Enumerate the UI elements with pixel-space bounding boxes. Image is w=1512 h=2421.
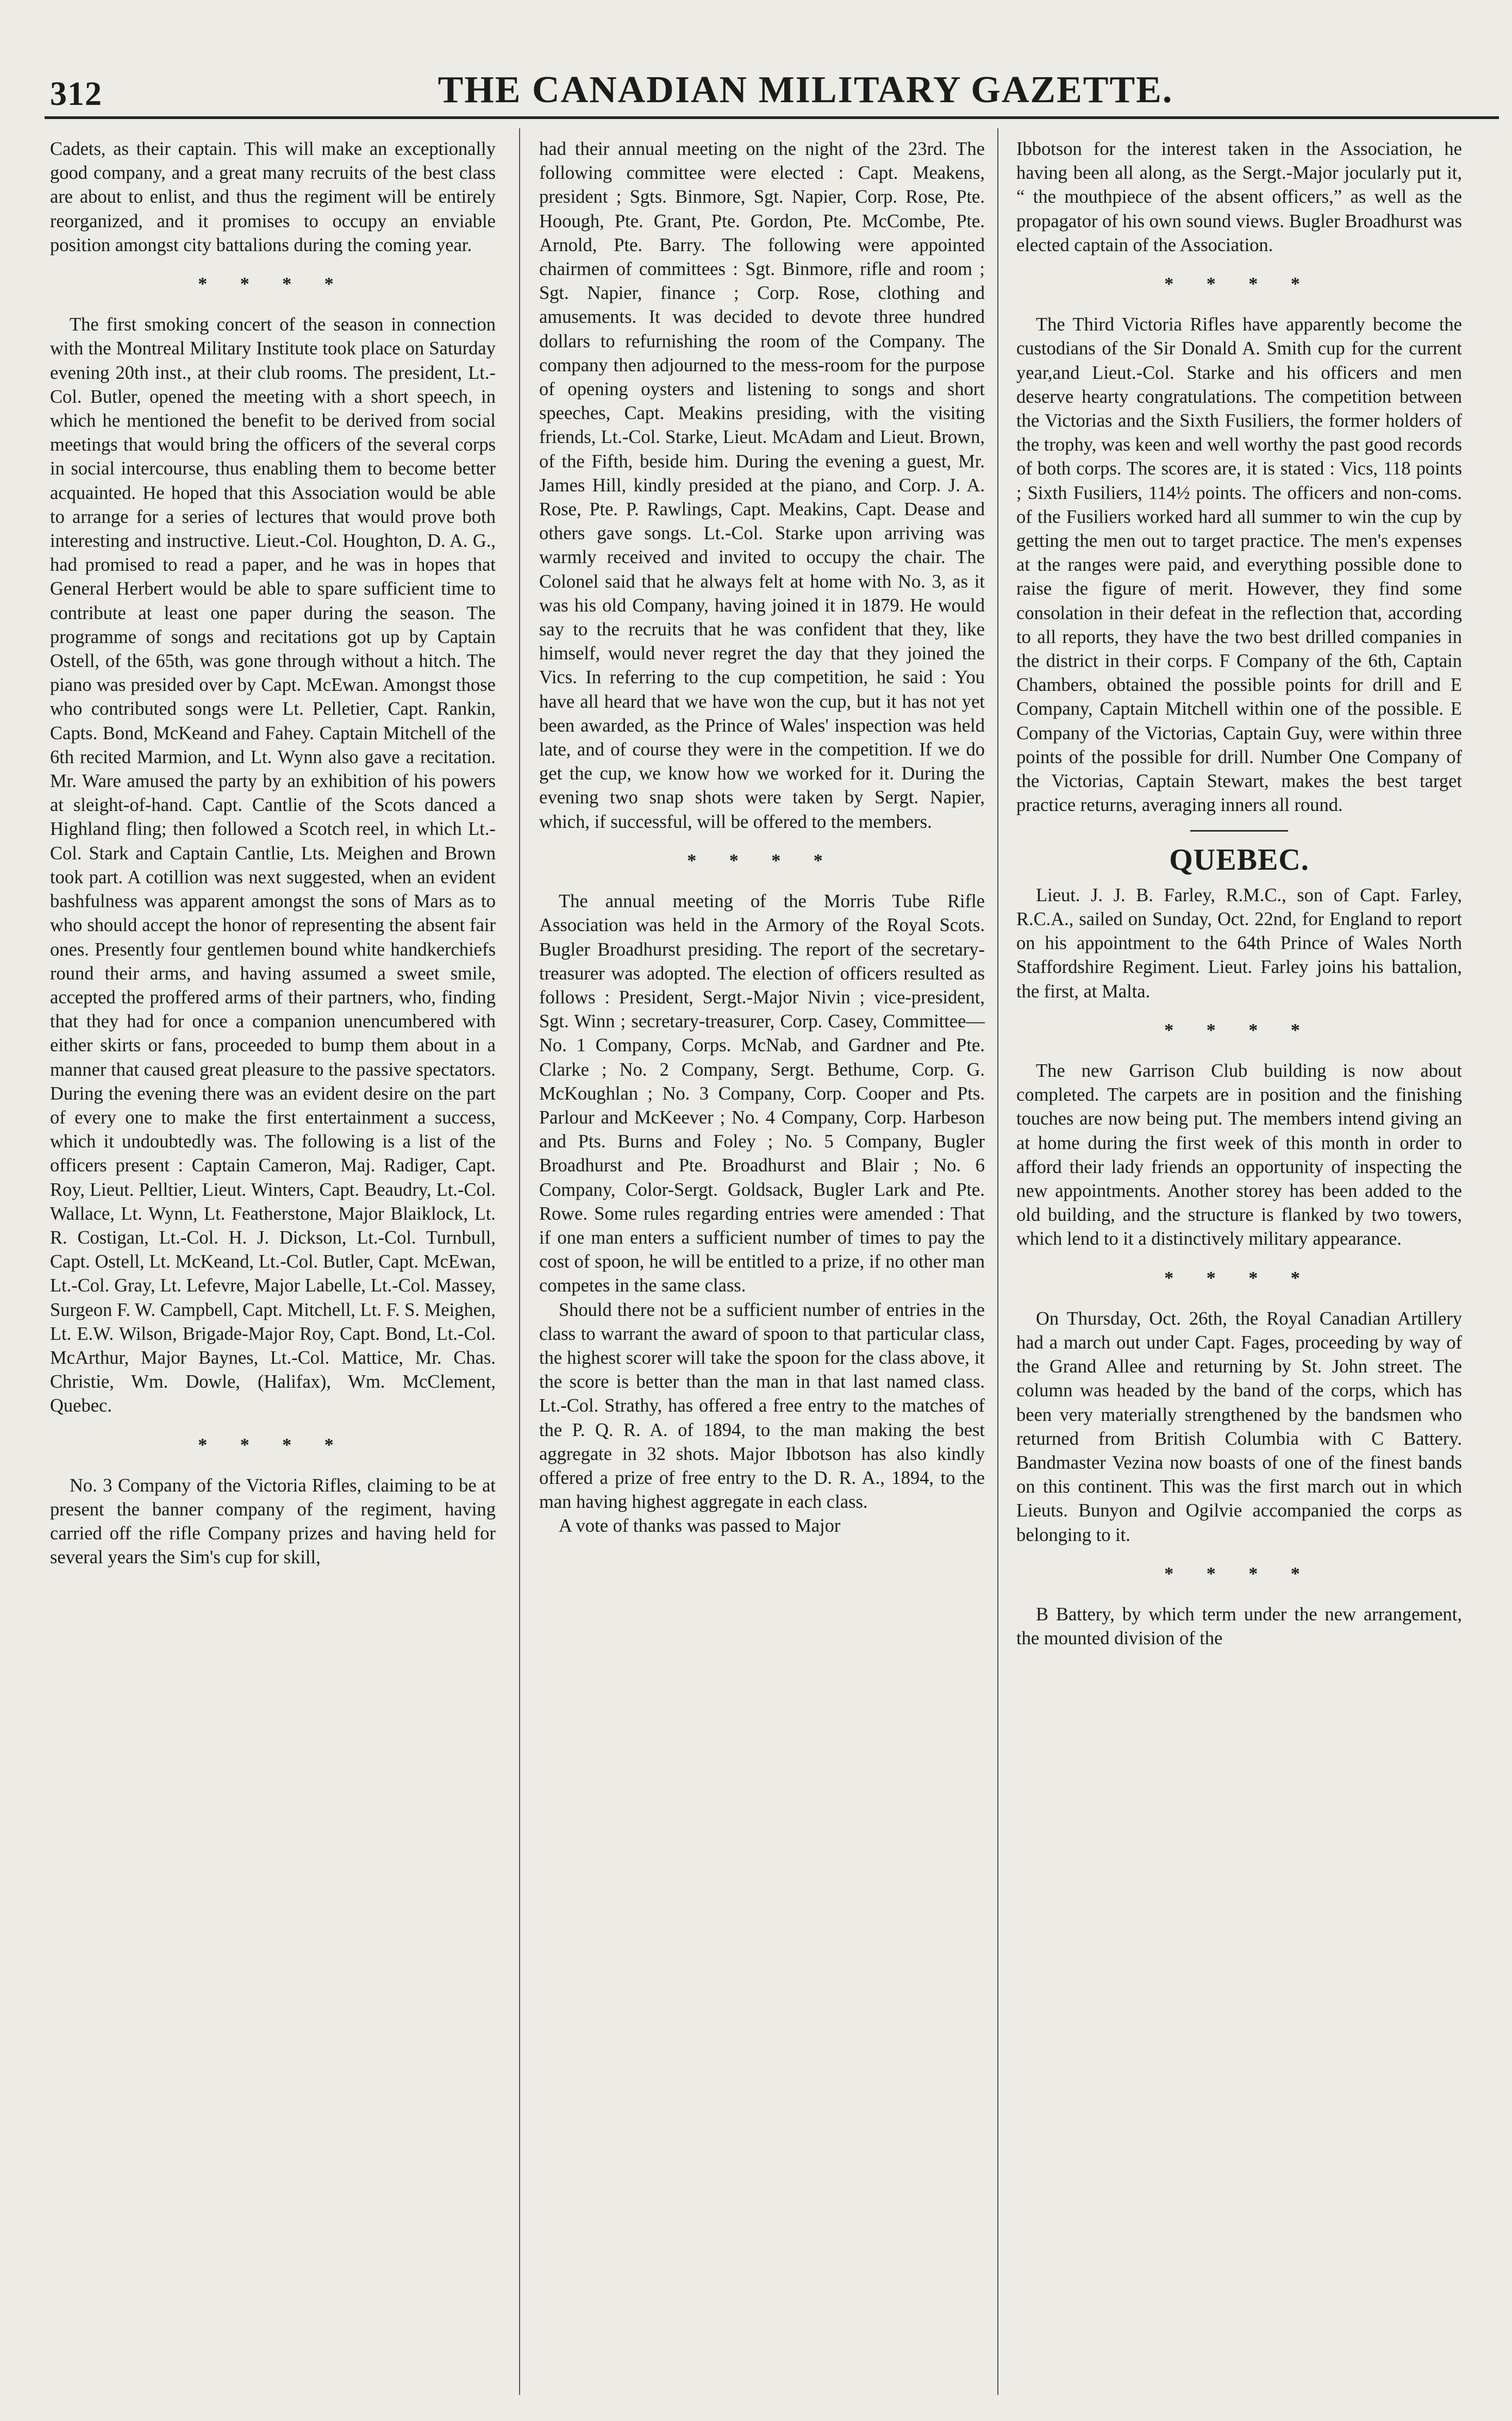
section-separator: * * * * bbox=[1164, 1563, 1314, 1584]
column-divider bbox=[997, 128, 998, 2395]
article-paragraph: The first smoking concert of the season in connection with the Montreal Military Institute took place on Saturday evening 20th inst., at their club rooms. The president, Lt.-Col. Butler, opened the meeting with a short speech, in which he mentioned the benefit to be derived from social meetings that would bring the officers of the several corps in social intercourse, thus enabling them to become better acquainted. He hoped that this Association would be able to arrange for a series of lectures that would prove both interesting and instructive. Lieut.-Col. Houghton, D. A. G., had promised to read a paper, and he was in hopes that General Herbert would be able to spare sufficient time to contribute at least one paper during the season. The programme of songs and recitations got up by Captain Ostell, of the 65th, was gone through without a hitch. The piano was presided over by Capt. McEwan. Amongst those who contributed songs were Lt. Pelletier, Capt. Rankin, Capts. Bond, McKeand and Fahey. Captain Mitchell of the 6th recited Marmion, and Lt. Wynn also gave a recitation. Mr. Ware amused the party by an exhibition of his powers at sleight-of-hand. Capt. Cantlie of the Scots danced a Highland fling; then followed a Scotch reel, in which Lt.-Col. Stark and Captain Cantlie, Lts. Meighen and Brown took part. A cotillion was next suggested, when an evident bashfulness was apparent amongst the sons of Mars as to who should accept the honor of representing the absent fair ones. Presently four gentlemen bound white handkerchiefs round their arms, and having assumed a sweet smile, accepted the proffered arms of their partners, who, finding that they had for once a companion unencumbered with either skirts or fans, proceeded to bump them about in a manner that caused great pleasure to the passive spectators. During the evening there was an evident desire on the part of every one to make the first entertainment a success, which it undoubtedly was. The following is a list of the officers present : Captain Cameron, Maj. Radiger, Capt. Roy, Lieut. Pelltier, Lieut. Winters, Capt. Beaudry, Lt.-Col. Wallace, Lt. Wynn, Lt. Featherstone, Major Blaiklock, Lt. R. Costigan, Lt.-Col. H. J. Dickson, Lt.-Col. Turnbull, Capt. Ostell, Lt. McKeand, Lt.-Col. Butler, Capt. McEwan, Lt.-Col. Gray, Lt. Lefevre, Major Labelle, Lt.-Col. Massey, Surgeon F. W. Campbell, Capt. Mitchell, Lt. F. S. Meighen, Lt. E.W. Wilson, Brigade-Major Roy, Capt. Bond, Lt.-Col. McArthur, Major Baynes, Lt.-Col. Mattice, Mr. Chas. Christie, Wm. Dowle, (Halifax), Wm. McClement, Quebec. bbox=[50, 314, 496, 1417]
column-1 bbox=[50, 137, 496, 1570]
section-separator: * * * * bbox=[1164, 1020, 1314, 1040]
article-paragraph: A vote of thanks was passed to Major bbox=[559, 1515, 841, 1537]
article-paragraph: The annual meeting of the Morris Tube Rifle Association was held in the Armory of the Royal Scots. Bugler Broadhurst presiding. The report of the secretary-treasurer was adopted. The election of officers resulted as follows : President, Sergt.-Major Nivin ; vice-president, Sgt. Winn ; secretary-treasurer, Corp. Casey, Committee—No. 1 Company, Corps. McNab, and Gardner and Pte. Clarke ; No. 2 Company, Sergt. Bethume, Corp. G. McKoughlan ; No. 3 Company, Corp. Cooper and Pts. Parlour and McKeever ; No. 4 Company, Corp. Harbeson and Pts. Burns and Foley ; No. 5 Company, Bugler Broadhurst and Pte. Broadhurst and Blair ; No. 6 Company, Color-Sergt. Goldsack, Bugler Lark and Pte. Rowe. Some rules regarding entries were amended : That if one man enters a sufficient number of times to pay the cost of spoon, he will be entitled to a prize, if no other man competes in the same class. bbox=[539, 891, 985, 1296]
article-paragraph: B Battery, by which term under the new arrangement, the mounted division of the bbox=[1016, 1603, 1462, 1649]
section-separator: * * * * bbox=[1164, 274, 1314, 295]
section-separator: * * * * bbox=[1164, 1268, 1314, 1288]
column-3 bbox=[1016, 137, 1462, 1650]
section-separator: * * * * bbox=[198, 274, 348, 295]
section-heading: QUEBEC. bbox=[1169, 843, 1309, 877]
column-divider bbox=[519, 128, 520, 2395]
article-paragraph: On Thursday, Oct. 26th, the Royal Canadian Artillery had a march out under Capt. Fages, proceeding by way of the Grand Allee and returning by St. John street. The column was headed by the band of the corps, which has been very materially strengthened by the bandsmen who returned from British Columbia with C Battery. Bandmaster Vezina now boasts of one of the finest bands on this continent. This was the first march out in which Lieuts. Bunyon and Ogilvie accompanied the corps as belonging to it. bbox=[1016, 1308, 1462, 1545]
header-rule bbox=[45, 116, 1499, 119]
column-2 bbox=[539, 137, 985, 1538]
article-paragraph: Should there not be a sufficient number of entries in the class to warrant the award of spoon to that particular class, the highest scorer will take the spoon for the class above, it the score is better than the man in that last named class. Lt.-Col. Strathy, has offered a free entry to the matches of the P. Q. R. A. of 1894, to the man making the best aggregate in 32 shots. Major Ibbotson has also kindly offered a prize of free entry to the D. R. A., 1894, to the man having highest aggregate in each class. bbox=[539, 1299, 985, 1513]
article-paragraph: Lieut. J. J. B. Farley, R.M.C., son of Capt. Farley, R.C.A., sailed on Sunday, Oct. 22nd, for England to report on his appointment to the 64th Prince of Wales North Staffordshire Regiment. Lieut. Farley joins his battalion, the first, at Malta. bbox=[1016, 884, 1462, 1002]
section-rule bbox=[1190, 830, 1288, 832]
page-header bbox=[45, 64, 1512, 118]
article-paragraph: The new Garrison Club building is now about completed. The carpets are in position and the finishing touches are now being put. The members intend giving an at home during the first week of this month in order to afford their lady friends an opportunity of inspecting the new appointments. Another storey has been added to the old building, and the structure is flanked by two towers, which lend to it a distinctively military appearance. bbox=[1016, 1060, 1462, 1250]
article-paragraph: No. 3 Company of the Victoria Rifles, claiming to be at present the banner company of the regiment, having carried off the rifle Company prizes and having held for several years the Sim's cup for skill, bbox=[50, 1475, 496, 1568]
article-paragraph: Cadets, as their captain. This will make an exceptionally good company, and a great many recruits of the best class are about to enlist, and thus the regiment will be entirely reorganized, and it promises to occupy an enviable position amongst city battalions during the coming year. bbox=[50, 139, 496, 255]
masthead-title: THE CANADIAN MILITARY GAZETTE. bbox=[438, 69, 1173, 111]
section-separator: * * * * bbox=[687, 850, 837, 871]
article-paragraph: had their annual meeting on the night of the 23rd. The following committee were elected : Capt. Meakens, president ; Sgts. Binmore, Sgt. Napier, Corp. Rose, Pte. Hoough, Pte. Grant, Pte. Gordon, Pte. McCombe, Pte. Arnold, Pte. Barry. The following were appointed chairmen of committees : Sgt. Binmore, rifle and room ; Sgt. Napier, finance ; Corp. Rose, clothing and amusements. It was decided to devote three hundred dollars to refurnishing the room of the Company. The company then adjourned to the mess-room for the purpose of opening oysters and listening to songs and short speeches, Capt. Meakins presiding, with the visiting friends, Lt.-Col. Starke, Lieut. McAdam and Lieut. Brown, of the Fifth, beside him. During the evening a guest, Mr. James Hill, kindly presided at the piano, and Corp. J. A. Rose, Pte. P. Rawlings, Capt. Meakins, Capt. Dease and others gave songs. Lt.-Col. Starke upon arriving was warmly received and invited to occupy the chair. The Colonel said that he always felt at home with No. 3, as it was his old Company, having joined it in 1879. He would say to the recruits that he was confident that they, like himself, would never regret the day that they joined the Vics. In referring to the cup competition, he said : You have all heard that we have won the cup, but it has not yet been awarded, as the Prince of Wales' inspection was held late, and of course they were in the competition. If we do get the cup, we know how we worked for it. During the evening two snap shots were taken by Sergt. Napier, which, if successful, will be offered to the members. bbox=[539, 139, 985, 832]
article-paragraph: The Third Victoria Rifles have apparently become the custodians of the Sir Donald A. Smith cup for the current year,and Lieut.-Col. Starke and his officers and men deserve hearty congratulations. The competition between the Victorias and the Sixth Fusiliers, the former holders of the trophy, was keen and well worthy the past good records of both corps. The scores are, it is stated : Vics, 118 points ; Sixth Fusiliers, 114½ points. The officers and non-coms. of the Fusiliers worked hard all summer to win the cup by getting the men out to target practice. The men's expenses at the ranges were paid, and everything possible done to raise the figure of merit. However, they find some consolation in their defeat in the reflection that, according to all reports, they have the two best drilled companies in the district in their corps. F Company of the 6th, Captain Chambers, obtained the possible points for drill and E Company, Captain Mitchell within one of the possible. E Company of the Victorias, Captain Guy, were within three points of the possible for drill. Number One Company of the Victorias, Captain Stewart, makes the best target practice returns, averaging inners all round. bbox=[1016, 314, 1462, 816]
article-paragraph: Ibbotson for the interest taken in the Association, he having been all along, as the Sergt.-Major jocularly put it, “ the mouthpiece of the absent officers,” as well as the propagator of his own sound views. Bugler Broadhurst was elected captain of the Association. bbox=[1016, 139, 1462, 255]
section-separator: * * * * bbox=[198, 1434, 348, 1455]
page-number: 312 bbox=[50, 76, 102, 113]
